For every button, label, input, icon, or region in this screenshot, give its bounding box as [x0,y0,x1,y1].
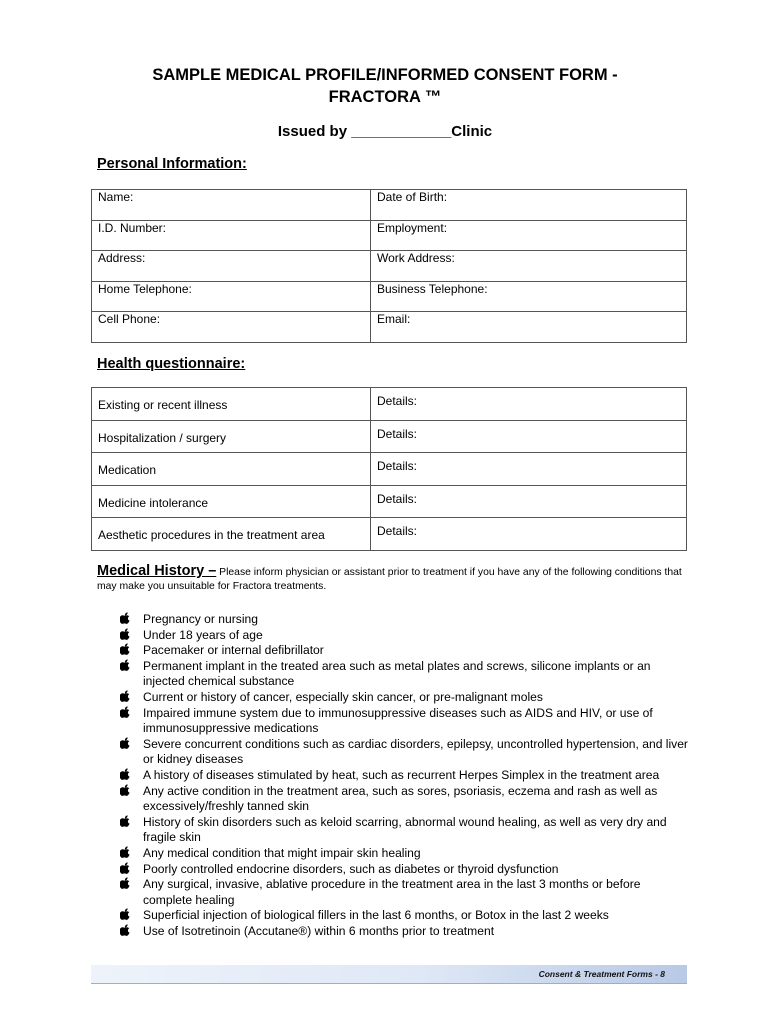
health-questionnaire-heading: Health questionnaire: [97,356,246,372]
health-question-row-value-field[interactable]: Details: [371,453,687,486]
condition-item [120,846,690,862]
medical-history-intro [97,564,687,594]
condition-item [120,690,690,706]
health-question-row-label: Medication [92,453,371,486]
personal-info-row-value-field[interactable]: Email: [371,312,687,343]
form-title [0,64,770,108]
condition-text: Any active condition in the treatment area, such as sores, psoriasis, eczema and rash as well as excessively/freshly tanned skin [143,783,658,814]
condition-text: Pacemaker or internal defibrillator [143,643,324,658]
condition-text: Superficial injection of biological fillers in the last 6 months, or Botox in the last 2 weeks [143,908,609,923]
condition-text: Pregnancy or nursing [143,612,258,626]
personal-info-row-value-field[interactable]: Date of Birth: [371,190,687,221]
apple-bullet-icon [120,846,131,863]
apple-bullet-icon [120,690,131,707]
condition-text: Under 18 years of age [143,627,263,642]
condition-item [120,815,690,846]
condition-item [120,628,690,644]
apple-bullet-icon [120,768,131,785]
condition-item [120,784,690,815]
apple-bullet-icon [120,737,131,754]
condition-item [120,862,690,878]
personal-info-row-value-field[interactable]: Work Address: [371,251,687,282]
health-question-row-value-field[interactable]: Details: [371,518,687,551]
personal-info-row [92,312,687,343]
apple-bullet-icon [120,659,131,676]
condition-text: Current or history of cancer, especially skin cancer, or pre-malignant moles [143,689,543,704]
health-question-row [92,518,687,551]
personal-info-row-label: Home Telephone: [92,281,371,312]
health-question-row-value-field[interactable]: Details: [371,388,687,421]
apple-bullet-icon [120,628,131,645]
condition-text: Severe concurrent conditions such as cardiac disorders, epilepsy, uncontrolled hypertension, and liver or kidney diseases [143,736,688,767]
apple-bullet-icon [120,908,131,925]
health-question-row [92,420,687,453]
condition-item [120,643,690,659]
condition-item [120,908,690,924]
condition-item [120,612,690,628]
personal-info-row [92,251,687,282]
personal-info-row [92,281,687,312]
health-question-row [92,388,687,421]
apple-bullet-icon [120,643,131,660]
condition-item [120,659,690,690]
health-question-row-label: Aesthetic procedures in the treatment area [92,518,371,551]
health-question-row [92,453,687,486]
personal-info-row-label: Cell Phone: [92,312,371,343]
apple-bullet-icon [120,706,131,723]
condition-item [120,877,690,908]
personal-info-row-value-field[interactable]: Employment: [371,220,687,251]
condition-text: Impaired immune system due to immunosuppressive diseases such as AIDS and HIV, or use of immunosuppressive medications [143,705,653,736]
apple-bullet-icon [120,862,131,879]
personal-info-row-label: I.D. Number: [92,220,371,251]
apple-bullet-icon [120,612,131,629]
conditions-list [120,612,690,939]
form-title-line2: FRACTORA ™ [328,88,442,106]
health-question-row [92,485,687,518]
health-question-row-label: Medicine intolerance [92,485,371,518]
personal-info-row [92,190,687,221]
condition-text: Poorly controlled endocrine disorders, such as diabetes or thyroid dysfunction [143,861,559,876]
condition-text: A history of diseases stimulated by heat, such as recurrent Herpes Simplex in the treatment area [143,767,660,782]
condition-item [120,768,690,784]
condition-text: Permanent implant in the treated area such as metal plates and screws, silicone implants or an injected chemical substance [143,658,651,689]
personal-info-row-label: Name: [92,190,371,221]
condition-text: Use of Isotretinoin (Accutane®) within 6 months prior to treatment [143,923,495,938]
health-questionnaire-table [91,387,687,551]
personal-info-row-label: Address: [92,251,371,282]
personal-info-heading: Personal Information: [97,156,247,172]
condition-item [120,924,690,940]
health-question-row-label: Existing or recent illness [92,388,371,421]
health-question-row-value-field[interactable]: Details: [371,485,687,518]
issued-by: Issued by ____________Clinic [277,123,493,140]
apple-bullet-icon [120,877,131,894]
condition-item [120,706,690,737]
health-question-row-label: Hospitalization / surgery [92,420,371,453]
personal-info-row [92,220,687,251]
apple-bullet-icon [120,815,131,832]
footer-text: Consent & Treatment Forms - 8 [538,969,665,979]
form-title-line1: SAMPLE MEDICAL PROFILE/INFORMED CONSENT FORM - [152,66,618,84]
condition-text: History of skin disorders such as keloid scarring, abnormal wound healing, as well as very dry and fragile skin [143,814,667,845]
personal-info-row-value-field[interactable]: Business Telephone: [371,281,687,312]
condition-text: Any surgical, invasive, ablative procedure in the treatment area in the last 3 months or before complete healing [143,877,641,907]
footer-bar [91,965,687,984]
condition-text: Any medical condition that might impair skin healing [143,845,421,860]
medical-history-heading: Medical History – [97,563,217,579]
apple-bullet-icon [120,784,131,801]
apple-bullet-icon [120,924,131,941]
personal-info-table [91,189,687,343]
health-question-row-value-field[interactable]: Details: [371,420,687,453]
medical-history-text: Please inform physician or assistant prior to treatment if you have any of the following conditions that may make you unsuitable for Fractora treatments. [97,567,682,592]
condition-item [120,737,690,768]
